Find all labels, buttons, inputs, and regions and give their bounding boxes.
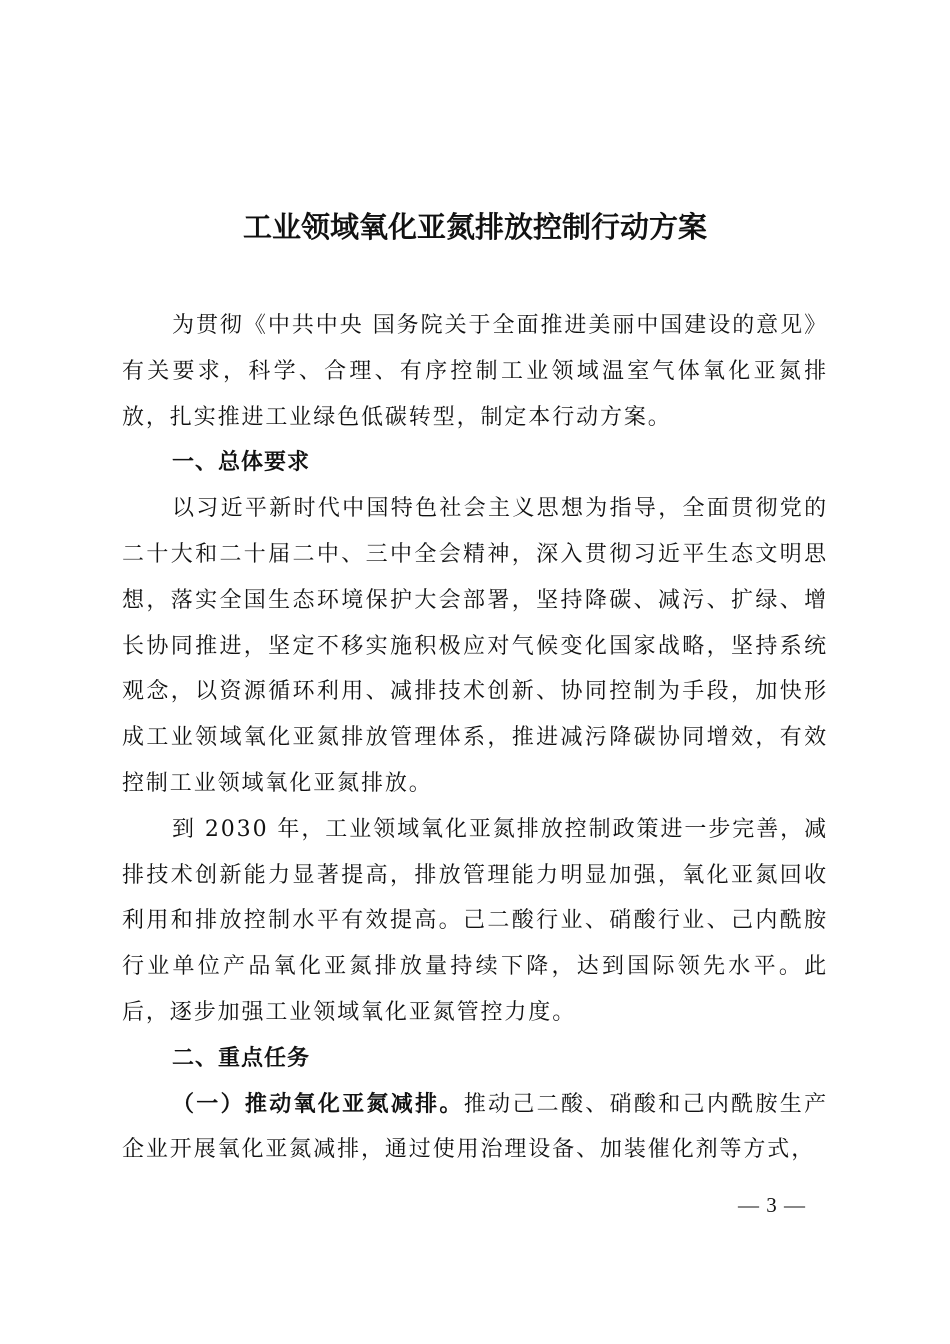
- targets-2030-paragraph: 到 2030 年，工业领域氧化亚氮排放控制政策进一步完善，减排技术创新能力显著提高，排放管理能力明显加强，氧化亚氮回收利用和排放控制水平有效提高。己二酸行业、硝酸行业、己内酰胺行业单位产品氧化亚氮排放量持续下降，达到国际领先水平。此后，逐步加强工业领域氧化亚氮管控力度。: [122, 816, 828, 1025]
- section-heading-general-requirements: 一、总体要求: [172, 450, 311, 476]
- general-requirements-paragraph: 以习近平新时代中国特色社会主义思想为指导，全面贯彻党的二十大和二十届二中、三中全会精神，深入贯彻习近平生态文明思想，落实全国生态环境保护大会部署，坚持降碳、减污、扩绿、增长协同推进，坚定不移实施积极应对气候变化国家战略，坚持系统观念，以资源循环利用、减排技术创新、协同控制为手段，加快形成工业领域氧化亚氮排放管理体系，推进减污降碳协同增效，有效控制工业领域氧化亚氮排放。: [122, 496, 828, 796]
- section-heading-key-tasks: 二、重点任务: [172, 1045, 311, 1071]
- page-number: — 3 —: [738, 1193, 806, 1217]
- task-1-lead: （一）推动氧化亚氮减排。: [172, 1091, 464, 1117]
- document-title: 工业领域氧化亚氮排放控制行动方案: [242, 210, 707, 244]
- intro-paragraph: 为贯彻《中共中央 国务院关于全面推进美丽中国建设的意见》有关要求，科学、合理、有序控制工业领域温室气体氧化亚氮排放，扎实推进工业绿色低碳转型，制定本行动方案。: [122, 313, 828, 430]
- task-1-text: 推动己二酸、硝酸和己内酰胺生产企业开展氧化亚氮减排，通过使用治理设备、加装催化剂等方式，: [122, 1091, 828, 1163]
- document-body: [122, 303, 828, 1173]
- task-1-paragraph: [122, 1082, 828, 1174]
